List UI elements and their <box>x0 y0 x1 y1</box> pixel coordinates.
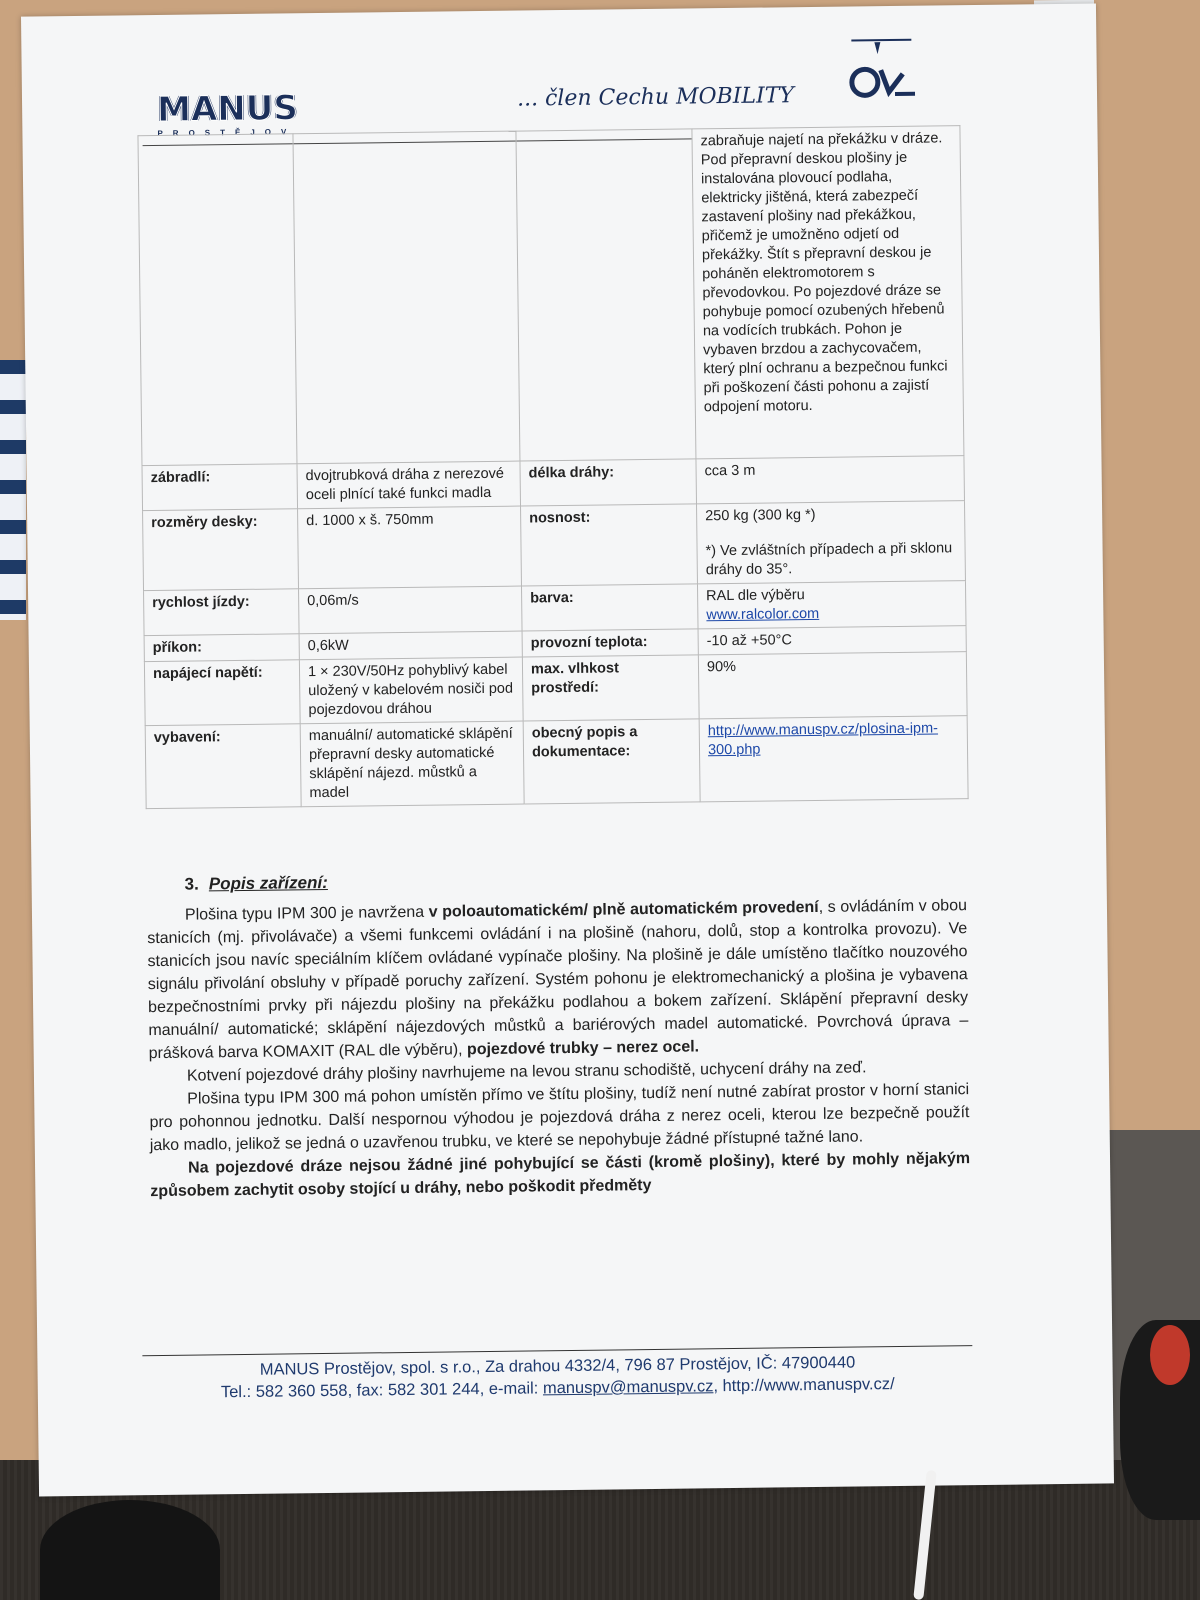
page-footer <box>142 1345 973 1404</box>
spec-table <box>137 125 968 809</box>
spec-value <box>699 716 968 802</box>
spec-value <box>697 501 966 584</box>
section-title <box>184 863 966 896</box>
binder-spine <box>0 360 26 620</box>
spec-key: délka dráhy: <box>520 459 697 506</box>
spec-value: 90% <box>698 652 967 719</box>
footer-email-link[interactable]: manuspv@manuspv.cz <box>542 1377 714 1398</box>
logo-sub-text: PROSTĚJOV <box>157 127 297 138</box>
table-row <box>145 716 968 809</box>
capacity-note: *) Ve zvláštních případech a při sklonu dráhy do 35°. <box>705 540 953 579</box>
spec-value: 0,06m/s <box>299 586 523 634</box>
bold-text: pojezdové trubky – nerez ocel. <box>466 1038 700 1059</box>
shoe <box>40 1500 220 1600</box>
spec-key: rychlost jízdy: <box>144 589 300 636</box>
color-value: RAL dle výběru <box>706 587 805 605</box>
footer-address: MANUS Prostějov, spol. s r.o., Za drahou 4332/4, 796 87 Prostějov, IČ: 47900440 <box>259 1353 856 1379</box>
spec-value: cca 3 m <box>696 456 965 504</box>
spec-value: zabraňuje najetí na překážku v dráze. Pod přepravní deskou plošiny je instalována plovoucí podlaha, elektricky jištěná, která zabezpečí zastavení plošiny nad překážkou, přičemž je umožněno odjetí od překážky. Štít s přepravní deskou je poháněn elektromotorem s převodovkou. Po pojezdové dráze se pohybuje pomocí ozubených hřebenů na vodících trubkách. Pohon je vybaven brzdou a zachycovačem, který plní ochranu a bezpečnou funkci při poškození části pohonu a zajistí odpojení motoru. <box>692 126 964 459</box>
spec-value: -10 až +50°C <box>698 626 966 655</box>
paragraph: Kotvení pojezdové dráhy plošiny navrhujeme na levou stranu schodiště, uchycení dráhy na zeď. <box>186 1059 867 1085</box>
spec-value <box>293 131 520 464</box>
spec-value: 1 × 230V/50Hz pohyblivý kabel uložený v kabelovém nosiči pod pojezdovou dráhou <box>299 657 523 724</box>
documentation-link[interactable]: http://www.manuspv.cz/plosina-ipm-300.php <box>707 720 939 759</box>
spec-value: manuální/ automatické sklápění přepravní desky automatické sklápění nájezd. můstků a madel <box>300 721 524 807</box>
table-row <box>138 126 964 466</box>
capacity-value: 250 kg (300 kg *) <box>705 506 816 525</box>
wheelchair-logo-icon <box>836 34 917 105</box>
ralcolor-link[interactable]: www.ralcolor.com <box>706 605 820 624</box>
footer-phones: Tel.: 582 360 558, fax: 582 301 244, e-mail: <box>220 1379 544 1402</box>
spec-key: rozměry desky: <box>143 509 299 591</box>
spec-key <box>138 134 297 466</box>
spec-key <box>516 129 696 461</box>
paragraph <box>147 894 969 1065</box>
description-section <box>146 863 970 1203</box>
paragraph: Na pojezdové dráze nejsou žádné jiné pohybující se části (kromě plošiny), které by mohly nějakým způsobem zachytit osoby stojící u dráhy, nebo poškodit předměty <box>150 1150 971 1201</box>
document-page <box>21 3 1114 1496</box>
section-number: 3. <box>184 874 199 894</box>
bold-text: v poloautomatickém/ plně automatickém provedení <box>428 898 819 921</box>
spec-key: max. vlhkost prostředí: <box>522 655 699 721</box>
spec-key: zábradlí: <box>142 464 298 511</box>
header-tagline: ... člen Cechu MOBILITY <box>516 83 795 112</box>
spec-key: nosnost: <box>521 504 698 586</box>
spec-key: vybavení: <box>145 724 301 809</box>
spec-key: provozní teplota: <box>522 629 698 657</box>
spec-value: d. 1000 x š. 750mm <box>298 506 522 589</box>
spec-key: barva: <box>521 584 698 631</box>
section-title-text: Popis zařízení: <box>208 872 328 894</box>
spec-value: 0,6kW <box>299 631 522 660</box>
spec-value: dvojtrubková dráha z nerezové oceli plnící také funkci madla <box>297 461 521 509</box>
logo-main-text: MANUS <box>156 88 299 130</box>
spec-key: napájecí napětí: <box>144 660 300 726</box>
footer-website: , http://www.manuspv.cz/ <box>713 1375 895 1396</box>
text-run: , s ovládáním v obou stanicích (mj. přivolávače) a všemi funkcemi ovládání i na plošině (nahoru, dolů, stop a kontrolka provozu). Ve stanicích jsou navíc speciálním klíčem ovládané vypínače plošiny. Na plošině je dále umístěno tlačítko nouzového signálu přivolání obsluhy v případě poruchy zařízení. Systém pohonu je elektromechanický a plošina je vybavena bezpečnostními prvky při nájezdu plošiny na překážku podlahou a bokem zařízení. Sklápění přepravní desky manuální/ automatické; sklápění nájezdových můstků a bariérových madel automatické. Povrchová úprava – prášková barva KOMAXIT (RAL dle výběru), <box>147 897 969 1063</box>
text-run: Plošina typu IPM 300 je navržena <box>184 903 429 924</box>
paragraph: Plošina typu IPM 300 má pohon umístěn přímo ve štítu plošiny, tudíž není nutné zabírat prostor v horní stanici pro pohonnou jednotku. Další nespornou výhodou je pojezdová dráha z nerez oceli, kterou lze bezpečně použít jako madlo, jelikož se jedná o uzavřenou trubku, ve které se nepohybuje žádné přístupné tažné lano. <box>149 1081 970 1155</box>
spec-key: příkon: <box>144 634 299 662</box>
table-row <box>143 501 966 591</box>
spec-value <box>697 581 966 629</box>
toenail <box>1150 1325 1190 1385</box>
spec-key: obecný popis a dokumentace: <box>523 719 700 804</box>
table-row <box>144 652 967 726</box>
